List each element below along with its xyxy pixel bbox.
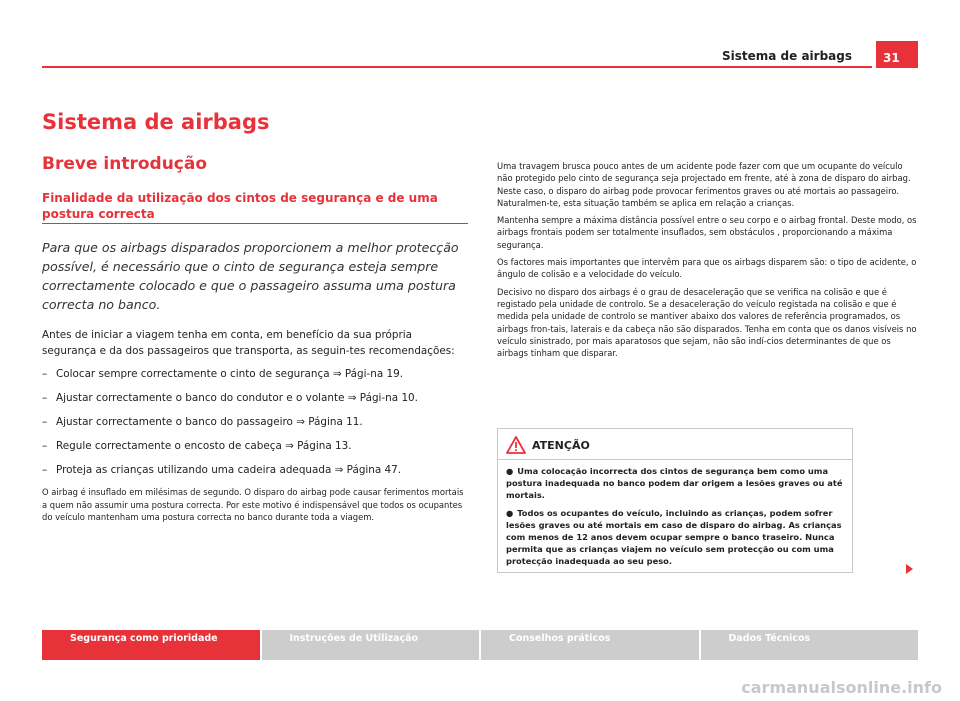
right-column <box>497 160 919 364</box>
dash-marker: – <box>42 440 48 452</box>
page-number: 31 <box>876 41 918 68</box>
warning-item <box>506 465 844 502</box>
warning-text: Todos os ocupantes do veículo, incluindo as crianças, podem sofrer lesões graves ou até mortais em caso de disparo do airbag. As crianças com menos de 12 anos devem ocupar sempre o banco traseiro. Nunca permita que as crianças viajem no veículo sem protecção ou com uma protecção inadequada ao seu peso. <box>506 507 842 567</box>
list-item <box>42 390 468 406</box>
list-item <box>42 462 468 478</box>
tab-seguranca[interactable]: Segurança como prioridade <box>42 630 260 660</box>
body-paragraph: Os factores mais importantes que intervêm para que os airbags disparem são: o tipo de acidente, o ângulo de colisão e a velocidade do veículo. <box>497 257 917 280</box>
watermark: carmanualsonline.info <box>741 678 942 697</box>
warning-text: Uma colocação incorrecta dos cintos de segurança bem como uma postura inadequada no banco podem dar origem a lesões graves ou até mortais. <box>506 466 843 501</box>
recommendation-text: Colocar sempre correctamente o cinto de segurança ⇒ Pági-na 19. <box>56 368 404 380</box>
subsection-title: Finalidade da utilização dos cintos de segurança e de uma postura correcta <box>42 190 468 224</box>
bullet-marker: ● <box>506 507 514 518</box>
left-column <box>42 110 468 524</box>
dash-marker: – <box>42 464 48 476</box>
warning-title: ATENÇÃO <box>532 439 590 452</box>
intro-paragraph: Antes de iniciar a viagem tenha em conta, em benefício da sua própria segurança e da dos passageiros que transporta, as seguin-tes recomendações: <box>42 329 455 357</box>
warning-triangle-icon <box>506 436 526 454</box>
continue-arrow-icon <box>906 564 913 574</box>
header-rule <box>42 66 872 68</box>
bullet-marker: ● <box>506 466 514 476</box>
dash-marker: – <box>42 368 48 380</box>
dash-marker: – <box>42 392 48 404</box>
running-header-title: Sistema de airbags <box>721 49 852 63</box>
warning-box <box>497 428 853 573</box>
list-item <box>42 366 468 382</box>
tab-conselhos[interactable]: Conselhos práticos <box>481 630 699 660</box>
tab-instrucoes[interactable]: Instruções de Utilização <box>262 630 480 660</box>
recommendation-text: Proteja as crianças utilizando uma cadeira adequada ⇒ Página 47. <box>56 464 402 476</box>
recommendation-text: Ajustar correctamente o banco do passageiro ⇒ Página 11. <box>56 416 363 428</box>
body-paragraph: Mantenha sempre a máxima distância possível entre o seu corpo e o airbag frontal. Deste modo, os airbags frontais podem ser totalmente insuflados, sem obstáculos , proporcionando a máxima segurança. <box>497 215 917 250</box>
warning-item <box>506 507 844 568</box>
closing-paragraph: O airbag é insuflado em milésimas de segundo. O disparo do airbag pode causar ferimentos mortais a quem não assumir uma postura correcta. Por este motivo é indispensável que todos os ocupantes do veículo mantenham uma postura correcta no banco durante toda a viagem. <box>42 487 464 522</box>
footer-nav <box>42 630 918 660</box>
recommendations-list <box>42 366 468 478</box>
section-title: Breve introdução <box>42 154 208 174</box>
recommendation-text: Ajustar correctamente o banco do condutor e o volante ⇒ Pági-na 10. <box>56 392 418 404</box>
body-paragraph: Decisivo no disparo dos airbags é o grau de desaceleração que se verifica na colisão e que é registado pela unidade de controlo. Se a desaceleração do veículo registada na colisão e que é medida pela unidade de controlo se mantiver abaixo dos valores de referência programados, os airbags fron-tais, laterais e da cabeça não são disparados. Tenha em conta que os danos visíveis no veículo sinistrado, por mais aparatosos que sejam, não são indí-cios determinantes de que os airbags tinham que disparar. <box>497 286 917 359</box>
warning-header <box>498 429 852 460</box>
list-item <box>42 414 468 430</box>
lead-paragraph: Para que os airbags disparados proporcionem a melhor protecção possível, é necessário que o cinto de segurança esteja sempre correctamente colocado e que o passageiro assuma uma postura correcta no banco. <box>42 240 459 312</box>
page-title: Sistema de airbags <box>42 110 270 134</box>
list-item <box>42 438 468 454</box>
warning-body <box>498 460 852 568</box>
body-paragraph: Uma travagem brusca pouco antes de um acidente pode fazer com que um ocupante do veículo não protegido pelo cinto de segurança seja projectado em frente, até à zona de disparo do airbag. Neste caso, o disparo do airbag pode provocar ferimentos graves ou até mortais ao passageiro. Naturalmen-te, esta situação também se aplica em relação a crianças. <box>497 161 911 208</box>
tab-dados-tecnicos[interactable]: Dados Técnicos <box>701 630 919 660</box>
recommendation-text: Regule correctamente o encosto de cabeça ⇒ Página 13. <box>56 440 352 452</box>
dash-marker: – <box>42 416 48 428</box>
